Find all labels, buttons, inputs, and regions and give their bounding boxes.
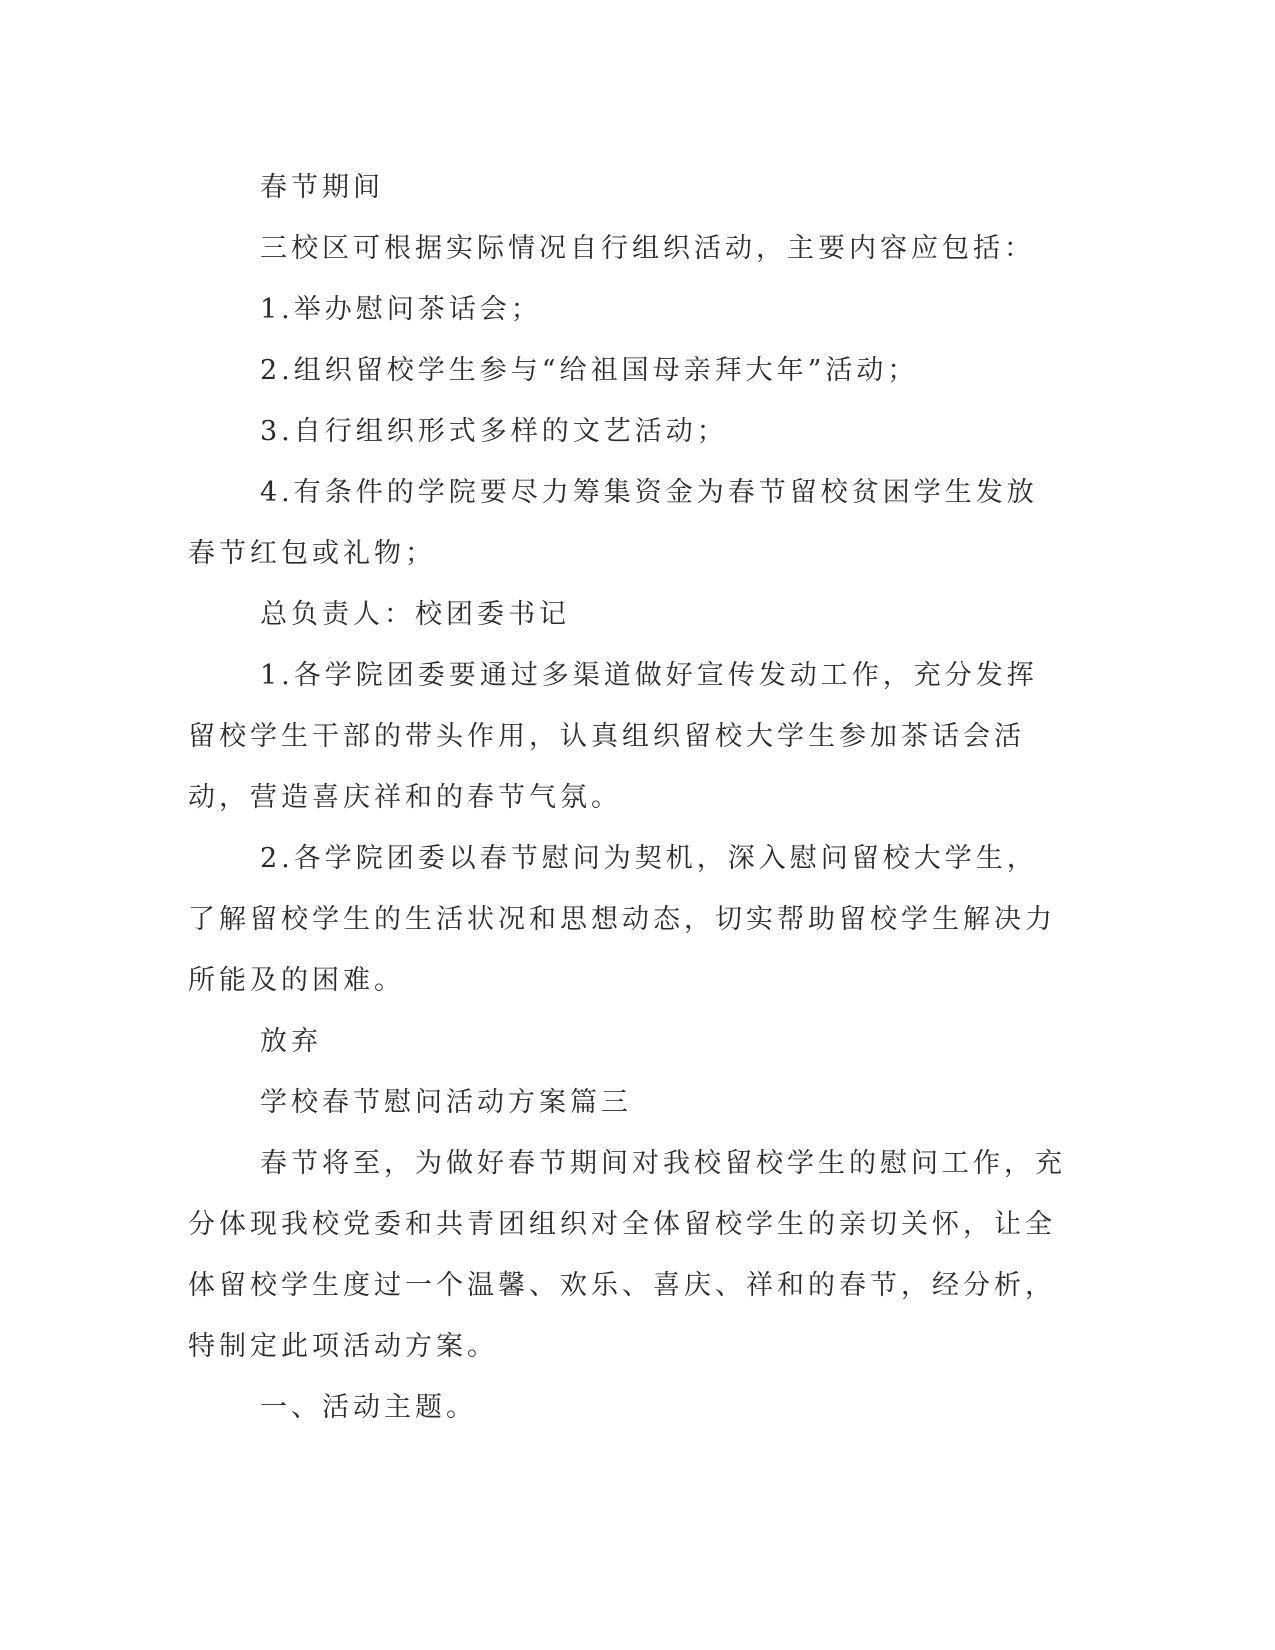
- paragraph-campus-activities: 三校区可根据实际情况自行组织活动，主要内容应包括：: [260, 233, 1035, 264]
- list-item-red-envelopes: 4.有条件的学院要尽力筹集资金为春节留校贫困学生发放春节红包或礼物；: [188, 477, 1038, 569]
- paragraph-introduction: 春节将至，为做好春节期间对我校留校学生的慰问工作，充分体现我校党委和共青团组织对全体留校学生的亲切关怀，让全体留校学生度过一个温馨、欢乐、喜庆、祥和的春节，经分析，特制定此项活动方案。: [188, 1148, 1066, 1362]
- list-item-tea-party: 1.举办慰问茶话会；: [260, 294, 542, 325]
- list-item-condolence: 2.各学院团委以春节慰问为契机，深入慰问留校大学生，了解留校学生的生活状况和思想动态，切实帮助留校学生解决力所能及的困难。: [188, 843, 1056, 996]
- paragraph-abandon: 放弃: [260, 1026, 322, 1057]
- section-heading-part-three: 学校春节慰问活动方案篇三: [260, 1087, 632, 1118]
- list-item-publicity: 1.各学院团委要通过多渠道做好宣传发动工作，充分发挥留校学生干部的带头作用，认真组织留校大学生参加茶话会活动，营造喜庆祥和的春节气氛。: [188, 660, 1038, 813]
- paragraph-person-in-charge: 总负责人：校团委书记: [260, 599, 570, 630]
- list-item-arts-activities: 3.自行组织形式多样的文艺活动；: [260, 416, 728, 447]
- paragraph-spring-festival-period: 春节期间: [260, 172, 384, 203]
- section-heading-activity-theme: 一、活动主题。: [260, 1392, 477, 1423]
- list-item-new-year-greeting: 2.组织留校学生参与“给祖国母亲拜大年”活动；: [260, 355, 919, 386]
- document-body: [188, 157, 1068, 1438]
